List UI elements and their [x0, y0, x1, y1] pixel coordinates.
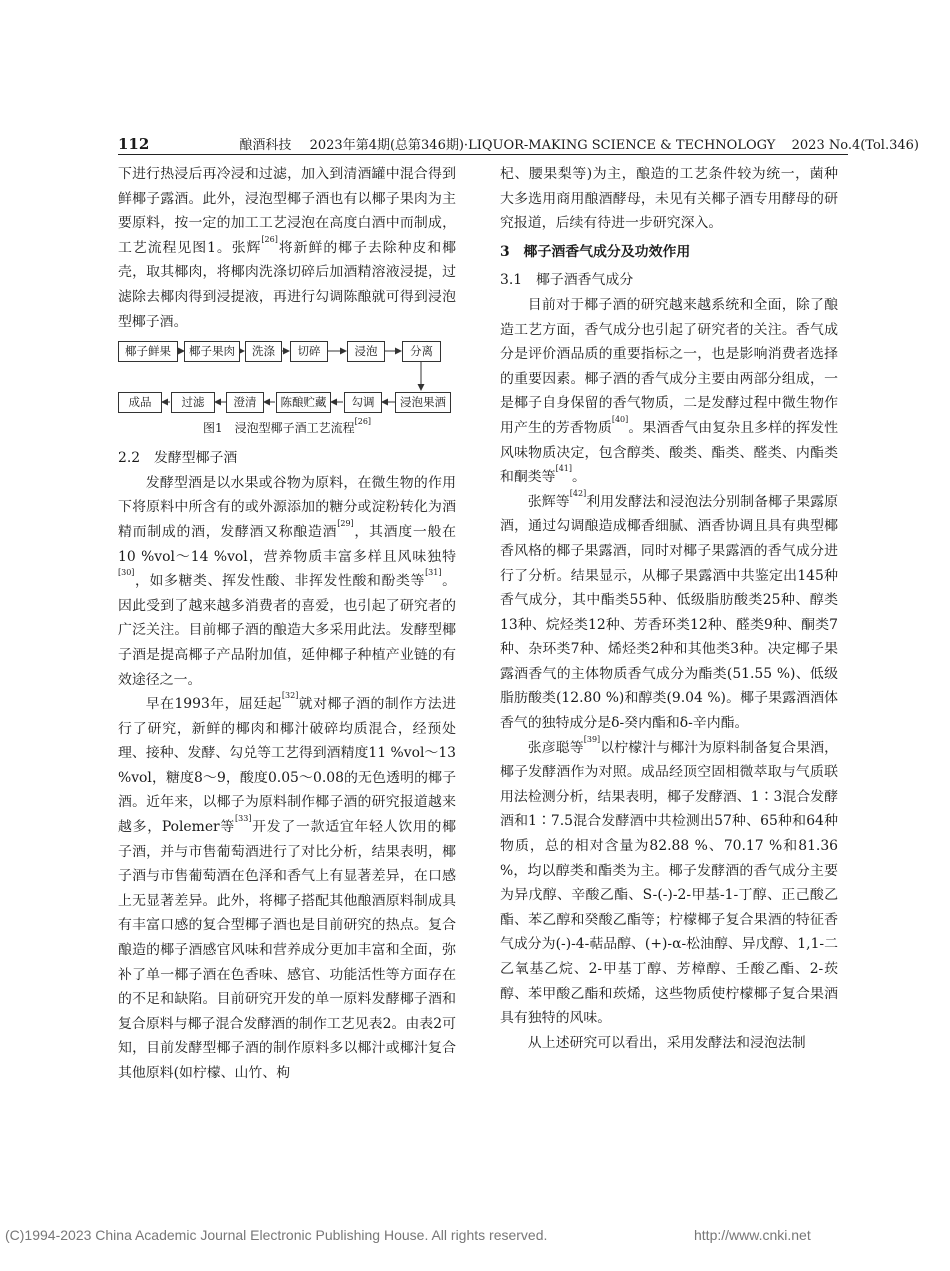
flow-step-chop: 切碎 [290, 341, 328, 362]
citation: [32] [281, 691, 299, 701]
flow-step-separate: 分离 [402, 341, 441, 362]
text: 。因此受到了越来越多消费者的喜爱，也引起了研究者的广泛关注。目前椰子酒的酿造大多采用此法。发酵型椰子酒是提高椰子产品附加值，延伸椰子种植产业链的有效途径之一。 [118, 573, 456, 688]
citation: [26] [261, 234, 278, 244]
footer-url[interactable]: http://www.cnki.net [694, 1227, 811, 1243]
flow-step-blend: 勾调 [344, 392, 382, 413]
flow-step-soaked-wine: 浸泡果酒 [395, 392, 451, 413]
text: 将新鲜的椰子去除种皮和椰壳，取其椰肉，将椰肉洗涤切碎后加酒精溶液浸提，过滤除去椰肉得到浸提液，再进行勾调陈酿就可得到浸泡型椰子酒。 [118, 239, 456, 330]
text: 下进行热浸后再冷浸和过滤，加入到清酒罐中混合得到鲜椰子露酒。此外，浸泡型椰子酒也有以椰子果肉为主要原料，按一定的加工工艺浸泡在高度白酒中而制成，工艺流程见图1。张辉 [118, 166, 456, 256]
journal-name-cn: 酿酒科技 [239, 138, 292, 153]
text: 张彦聪等 [527, 739, 584, 756]
journal-name-en: LIQUOR-MAKING SCIENCE & TECHNOLOGY [468, 138, 776, 153]
citation: [40] [611, 414, 629, 424]
paragraph [500, 293, 838, 490]
running-head [239, 134, 919, 153]
citation: [39] [583, 734, 601, 744]
citation: [41] [555, 464, 572, 474]
flow-step-product: 成品 [118, 392, 162, 413]
subsection-heading: 3.1 椰子酒香气成分 [500, 272, 634, 289]
text: 就对椰子酒的制作方法进行了研究，新鲜的椰肉和椰汁破碎均质混合，经预处理、接种、发酵、勾兑等工艺得到酒精度11 %vol～13 %vol，糖度8～9，酸度0.05～0.08的无色透明的椰子酒。近年来，以椰子为原料制作椰子酒的研究报道越来越多，Polemer等 [118, 696, 456, 836]
caption-text: 图1 浸泡型椰子酒工艺流程 [202, 421, 355, 436]
citation: [30] [118, 568, 135, 578]
flow-step-filter: 过滤 [171, 392, 215, 413]
paragraph [118, 471, 456, 692]
figure-caption [118, 418, 456, 438]
paragraph [500, 736, 838, 1031]
process-flow-diagram [118, 340, 456, 414]
text: 早在1993年，屈廷起 [145, 696, 282, 713]
citation: [29] [337, 518, 354, 528]
text: 以柠檬汁与椰汁为原料制备复合果酒，椰子发酵酒作为对照。成品经顶空固相微萃取与气质联用法检测分析，结果表明，椰子发酵酒、1∶3混合发酵酒和1∶7.5混合发酵酒中共检测出57种、65种和64种物质，总的相对含量为82.88 %、70.17 %和81.36 %，均以醇类和酯类为主。椰子发酵酒的香气成分主要为异戊醇、辛酸乙酯、S-(-)-2-甲基-1-丁醇、正己酸乙酯、苯乙醇和癸酸乙酯等；柠檬椰子复合果酒的特征香气成分为(-)-4-萜品醇、(+)-α-松油醇、异戊醇、1,1-二乙氧基乙烷、2-甲基丁醇、芳樟醇、壬酸乙酯、2-莰醇、苯甲酸乙酯和莰烯，这些物质使柠檬椰子复合果酒具有独特的风味。 [500, 739, 838, 1027]
section-heading: 3 椰子酒香气成分及功效作用 [500, 243, 691, 260]
left-column [118, 162, 456, 1086]
paragraph [118, 692, 456, 1086]
citation: [33] [235, 814, 252, 824]
page-header [118, 131, 919, 153]
text: 目前对于椰子酒的研究越来越系统和全面，除了酿造工艺方面，香气成分也引起了研究者的关注。香气成分是评价酒品质的重要指标之一，也是影响消费者选择的重要因素。椰子酒的香气成分主要由两部分组成，一是椰子自身保留的香气物质，二是发酵过程中微生物作用产生的芳香物质 [500, 296, 838, 436]
flow-step-clarify: 澄清 [226, 392, 264, 413]
text: 利用发酵法和浸泡法分别制备椰子果露原酒，通过勾调酿造成椰香细腻、酒香协调且具有典型椰香风格的椰子果露酒，同时对椰子果露酒的香气成分进行了分析。结果显示，从椰子果露酒中共鉴定出145种香气成分，其中酯类55种、低级脂肪酸类25种、醇类13种、烷烃类12种、芳香环类12种、醛类9种、酮类7种、杂环类7种、烯烃类2种和其他类3种。决定椰子果露酒香气的主体物质香气成分为酯类(51.55 %)、低级脂肪酸类(12.80 %)和醇类(9.04 %)。椰子果露酒酒体香气的独特成分是δ-癸内酯和δ-辛内酯。 [500, 493, 838, 732]
copyright-notice: (C)1994-2023 China Academic Journal Electronic Publishing House. All rights reserved. [5, 1227, 548, 1243]
header-rule [118, 154, 848, 155]
text: 发酵型酒是以水果或谷物为原料，在微生物的作用下将原料中所含有的或外源添加的糖分或淀粉转化为酒精而制成的酒，发酵酒又称酿造酒 [118, 474, 456, 540]
flow-step-wash: 洗涤 [245, 341, 282, 362]
text: 。 [572, 469, 586, 486]
page-number: 112 [118, 135, 150, 153]
paragraph [500, 490, 838, 736]
header-separator: · [463, 138, 469, 153]
flow-step-aging: 陈酿贮藏 [276, 392, 331, 413]
paragraph: 从上述研究可以看出，采用发酵法和浸泡法制 [527, 1034, 806, 1051]
flow-step-soak: 浸泡 [347, 341, 385, 362]
section-heading: 2.2 发酵型椰子酒 [118, 450, 238, 467]
citation: [42] [569, 488, 587, 498]
text: 开发了一款适宜年轻人饮用的椰子酒，并与市售葡萄酒进行了对比分析，结果表明，椰子酒与市售葡萄酒在色泽和香气上有显著差异，在口感上无显著差异。此外，将椰子搭配其他酿酒原料制成具有丰富口感的复合型椰子酒也是目前研究的热点。复合酿造的椰子酒感官风味和营养成分更加丰富和全面，弥补了单一椰子酒在色香味、感官、功能活性等方面存在的不足和缺陷。目前研究开发的单一原料发酵椰子酒和复合原料与椰子混合发酵酒的制作工艺见表2。由表2可知，目前发酵型椰子酒的制作原料多以椰汁或椰汁复合其他原料(如柠檬、山竹、枸 [118, 819, 456, 1081]
paragraph [118, 162, 456, 334]
citation: [31] [425, 568, 442, 578]
text: ，其酒度一般在10 %vol～14 %vol，营养物质丰富多样且风味独特 [118, 523, 456, 565]
text: 张辉等 [527, 493, 570, 510]
flow-step-coconut-fruit: 椰子鲜果 [118, 341, 178, 362]
paragraph: 杞、腰果梨等)为主，酿造的工艺条件较为统一，菌种大多选用商用酿酒酵母，未见有关椰子酒专用酵母的研究报道，后续有待进一步研究深入。 [500, 166, 838, 232]
issue-cn: 2023年第4期(总第346期) [309, 138, 464, 153]
right-column [500, 162, 838, 1055]
citation: [26] [354, 417, 372, 427]
issue-en: 2023 No.4(Tol.346) [791, 138, 919, 153]
flow-step-coconut-meat: 椰子果肉 [184, 341, 240, 362]
text: 。果酒香气由复杂且多样的挥发性风味物质决定，包含醇类、酸类、酯类、醛类、内酯类和酮类等 [500, 419, 838, 486]
text: ，如多糖类、挥发性酸、非挥发性酸和酚类等 [134, 573, 426, 590]
